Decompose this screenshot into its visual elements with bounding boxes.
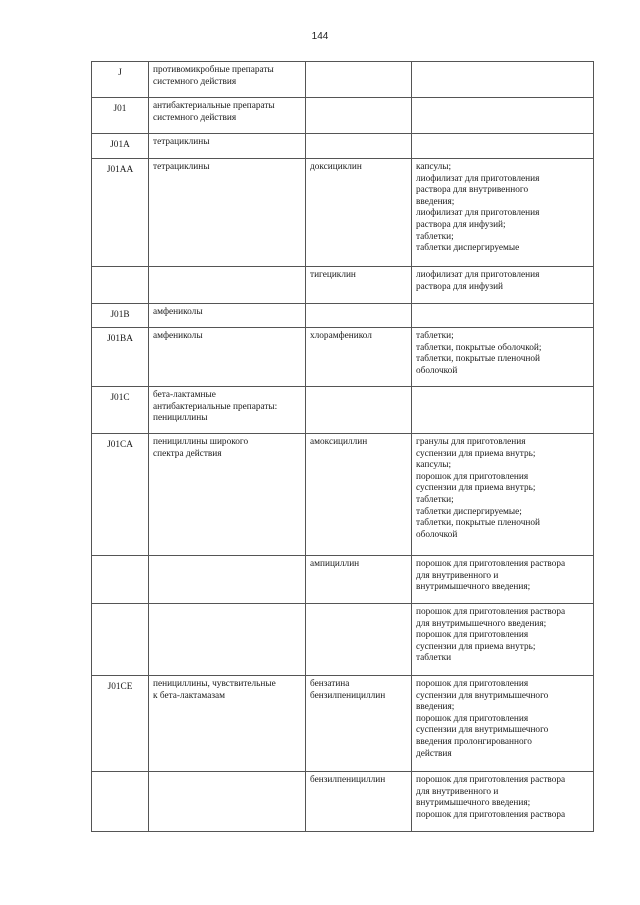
pharmacological-group-cell: тетрациклины	[149, 134, 306, 159]
pharmacological-group-cell: противомикробные препараты системного действия	[149, 62, 306, 98]
atc-code-cell: J01B	[92, 304, 149, 328]
dosage-forms-cell	[412, 387, 594, 434]
table-row	[92, 159, 594, 267]
table-row	[92, 604, 594, 676]
pharmacological-group-cell: тетрациклины	[149, 159, 306, 267]
drug-name-cell: бензилпенициллин	[306, 772, 412, 832]
pharmacological-group-cell	[149, 604, 306, 676]
dosage-forms-cell: гранулы для приготовления суспензии для приема внутрь; капсулы; порошок для приготовления суспензии для приема внутрь; таблетки; таблетки диспергируемые; таблетки, покрытые пленочной оболочкой	[412, 434, 594, 556]
table-row	[92, 62, 594, 98]
atc-code-cell	[92, 556, 149, 604]
pharmacological-group-cell: пенициллины, чувствительные к бета-лактамазам	[149, 676, 306, 772]
atc-code-cell: J	[92, 62, 149, 98]
drug-name-cell: тигециклин	[306, 267, 412, 304]
dosage-forms-cell	[412, 98, 594, 134]
atc-code-cell: J01CA	[92, 434, 149, 556]
drug-name-cell: доксициклин	[306, 159, 412, 267]
atc-code-cell	[92, 772, 149, 832]
table-row	[92, 328, 594, 387]
table-row	[92, 772, 594, 832]
pharmacological-group-cell	[149, 267, 306, 304]
atc-code-cell: J01AA	[92, 159, 149, 267]
pharmacological-group-cell: амфениколы	[149, 328, 306, 387]
atc-code-cell: J01CE	[92, 676, 149, 772]
table-row	[92, 556, 594, 604]
atc-code-cell: J01	[92, 98, 149, 134]
dosage-forms-cell: таблетки; таблетки, покрытые оболочкой; таблетки, покрытые пленочной оболочкой	[412, 328, 594, 387]
atc-code-cell	[92, 267, 149, 304]
pharmacological-group-cell	[149, 772, 306, 832]
drug-name-cell	[306, 387, 412, 434]
pharmacological-group-cell	[149, 556, 306, 604]
table-row	[92, 267, 594, 304]
drug-name-cell: ампициллин	[306, 556, 412, 604]
atc-code-cell: J01BA	[92, 328, 149, 387]
page-number: 144	[311, 31, 329, 42]
pharmacological-group-cell: пенициллины широкого спектра действия	[149, 434, 306, 556]
dosage-forms-cell: лиофилизат для приготовления раствора для инфузий	[412, 267, 594, 304]
table-row	[92, 134, 594, 159]
drug-name-cell	[306, 604, 412, 676]
dosage-forms-cell: капсулы; лиофилизат для приготовления раствора для внутривенного введения; лиофилизат для приготовления раствора для инфузий; таблетки; таблетки диспергируемые	[412, 159, 594, 267]
atc-code-cell: J01A	[92, 134, 149, 159]
dosage-forms-cell	[412, 134, 594, 159]
table-row	[92, 387, 594, 434]
table-row	[92, 98, 594, 134]
table-row	[92, 676, 594, 772]
dosage-forms-cell: порошок для приготовления раствора для внутривенного и внутримышечного введения;	[412, 556, 594, 604]
dosage-forms-cell	[412, 304, 594, 328]
drug-name-cell	[306, 62, 412, 98]
dosage-forms-cell: порошок для приготовления раствора для внутримышечного введения; порошок для приготовления суспензии для приема внутрь; таблетки	[412, 604, 594, 676]
drug-name-cell	[306, 304, 412, 328]
atc-code-cell: J01C	[92, 387, 149, 434]
dosage-forms-cell: порошок для приготовления раствора для внутривенного и внутримышечного введения; порошок для приготовления раствора	[412, 772, 594, 832]
pharmacological-group-cell: амфениколы	[149, 304, 306, 328]
drug-name-cell: амоксициллин	[306, 434, 412, 556]
table-row	[92, 434, 594, 556]
dosage-forms-cell: порошок для приготовления суспензии для внутримышечного введения; порошок для приготовления суспензии для внутримышечного введения пролонгированного действия	[412, 676, 594, 772]
drug-name-cell	[306, 98, 412, 134]
drug-name-cell	[306, 134, 412, 159]
drug-name-cell: бензатина бензилпенициллин	[306, 676, 412, 772]
table-row	[92, 304, 594, 328]
drug-classification-table	[91, 61, 594, 832]
drug-name-cell: хлорамфеникол	[306, 328, 412, 387]
pharmacological-group-cell: бета-лактамные антибактериальные препараты: пенициллины	[149, 387, 306, 434]
atc-code-cell	[92, 604, 149, 676]
pharmacological-group-cell: антибактериальные препараты системного действия	[149, 98, 306, 134]
dosage-forms-cell	[412, 62, 594, 98]
